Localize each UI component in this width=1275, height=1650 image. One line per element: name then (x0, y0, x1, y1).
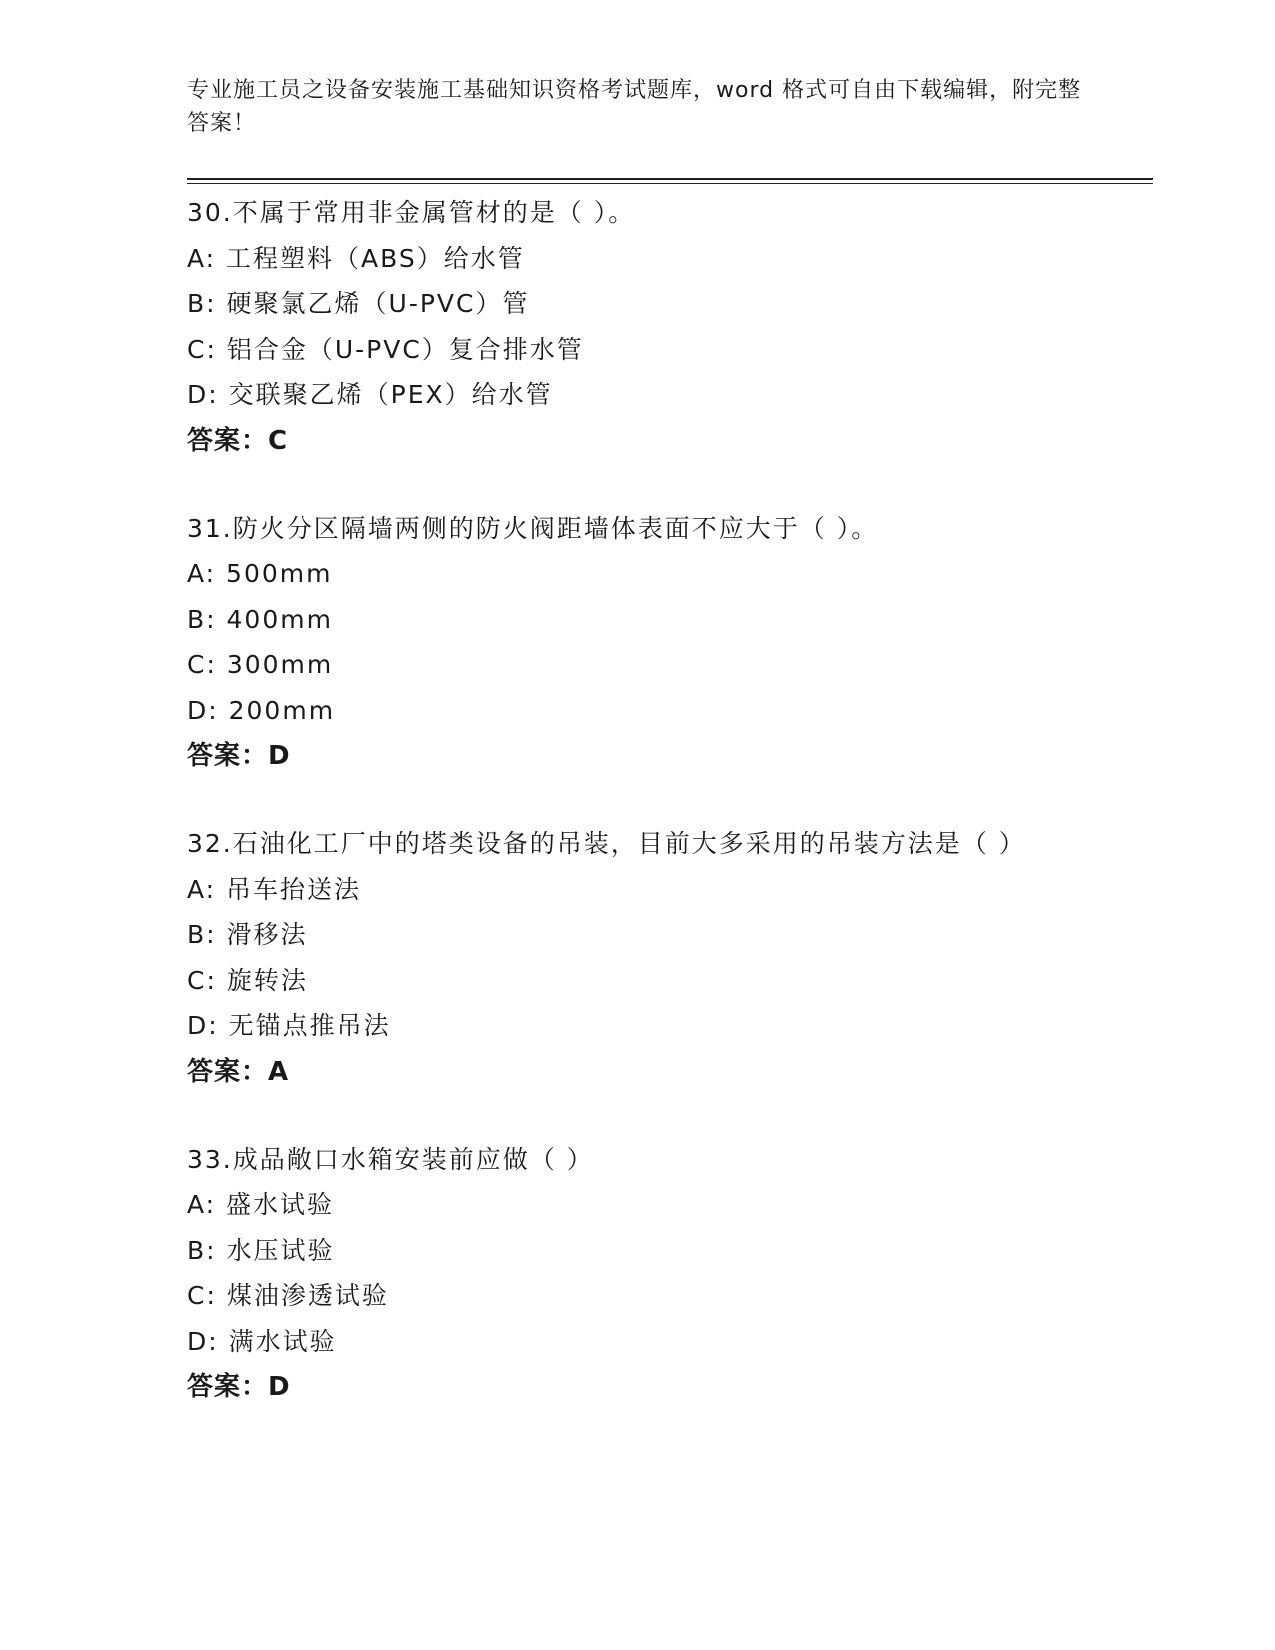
answer-label: 答案：D (187, 741, 291, 771)
option-b: B: 水压试验 (187, 1235, 335, 1265)
option-b: B: 滑移法 (187, 920, 308, 949)
option-a: A: 吊车抬送法 (187, 874, 362, 904)
option-b: B: 400mm (187, 604, 333, 634)
answer-label: 答案：A (187, 1056, 290, 1087)
option-a: A: 工程塑料（ABS）给水管 (187, 243, 525, 273)
question-31 (187, 506, 1153, 780)
option-c: C: 铝合金（U-PVC）复合排水管 (187, 334, 584, 364)
option-d: D: 无锚点推吊法 (187, 1011, 391, 1040)
answer-label: 答案：C (187, 425, 289, 456)
option-d: D: 200mm (187, 695, 336, 725)
document-header: 专业施工员之设备安装施工基础知识资格考试题库，word 格式可自由下载编辑，附完整答案！ (187, 78, 1082, 136)
option-b: B: 硬聚氯乙烯（U-PVC）管 (187, 289, 530, 318)
question-33 (187, 1137, 1153, 1411)
answer-label: 答案：D (187, 1372, 291, 1402)
question-stem: 32.石油化工厂中的塔类设备的吊装，目前大多采用的吊装方法是（ ） (187, 829, 1026, 858)
option-c: C: 煤油渗透试验 (187, 1281, 389, 1310)
question-stem: 31.防火分区隔墙两侧的防火阀距墙体表面不应大于（ ）。 (187, 513, 879, 543)
option-d: D: 满水试验 (187, 1326, 337, 1356)
option-d: D: 交联聚乙烯（PEX）给水管 (187, 380, 553, 409)
question-stem: 30.不属于常用非金属管材的是（ ）。 (187, 198, 636, 227)
option-a: A: 500mm (187, 559, 333, 588)
question-30 (187, 190, 1153, 464)
header-divider (187, 178, 1153, 184)
option-c: C: 300mm (187, 650, 334, 679)
option-a: A: 盛水试验 (187, 1190, 335, 1219)
question-stem: 33.成品敞口水箱安装前应做（ ） (187, 1144, 594, 1174)
question-list (187, 190, 1153, 1410)
option-c: C: 旋转法 (187, 965, 308, 995)
question-32 (187, 821, 1153, 1095)
